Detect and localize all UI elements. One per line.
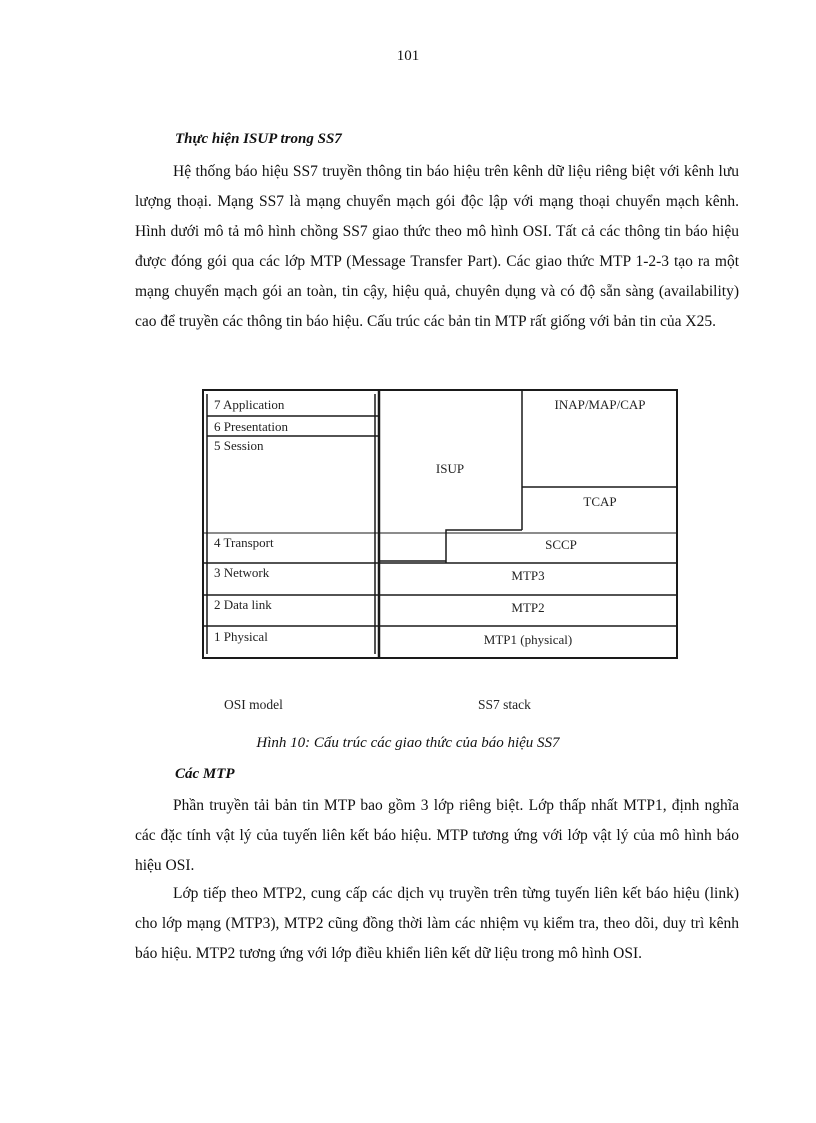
- paragraph-mtp1: Phần truyền tải bản tin MTP bao gồm 3 lớp riêng biệt. Lớp thấp nhất MTP1, định nghĩa các đặc tính vật lý của tuyến liên kết báo hiệu. MTP tương ứng với lớp vật lý của mô hình báo hiệu OSI.: [135, 797, 739, 874]
- ss7-block-mtp1: MTP1 (physical): [483, 632, 573, 647]
- ss7-block-tcap: TCAP: [583, 494, 617, 509]
- paragraph-mtp2: Lớp tiếp theo MTP2, cung cấp các dịch vụ truyền trên từng tuyến liên kết báo hiệu (link) cho lớp mạng (MTP3), MTP2 cũng đồng thời làm các nhiệm vụ kiểm tra, theo dõi, duy trì kênh báo hiệu. MTP2 tương ứng với lớp điều khiển liên kết dữ liệu trong mô hình OSI.: [135, 885, 739, 962]
- ss7-block-sccp: SCCP: [545, 537, 577, 552]
- osi-layer-transport: 4 Transport: [214, 535, 274, 550]
- osi-layer-application: 7 Application: [214, 397, 285, 412]
- osi-layer-presentation: 6 Presentation: [214, 419, 289, 434]
- osi-model-label: OSI model: [224, 697, 283, 712]
- osi-layer-physical: 1 Physical: [214, 629, 268, 644]
- osi-layer-network: 3 Network: [214, 565, 270, 580]
- ss7-block-mtp2: MTP2: [511, 600, 545, 615]
- paragraph-ss7-intro: Hệ thống báo hiệu SS7 truyền thông tin báo hiệu trên kênh dữ liệu riêng biệt với kênh lưu lượng thoại. Mạng SS7 là mạng chuyển mạch gói độc lập với mạng thoại chuyển mạch kênh. Hình dưới mô tả mô hình chồng SS7 giao thức theo mô hình OSI. Tất cả các thông tin báo hiệu được đóng gói qua các lớp MTP (Message Transfer Part). Các giao thức MTP 1-2-3 tạo ra một mạng chuyển mạch gói an toàn, tin cậy, hiệu quả, chuyên dụng và có độ sẵn sàng (availability) cao để truyền các thông tin báo hiệu. Cấu trúc các bản tin MTP rất giống với bản tin của X25.: [135, 163, 739, 330]
- osi-layer-session: 5 Session: [214, 438, 264, 453]
- ss7-block-isup: ISUP: [435, 461, 465, 476]
- section-heading-mtp: Các MTP: [175, 766, 235, 782]
- figure-caption: Hình 10: Cấu trúc các giao thức của báo hiệu SS7: [256, 735, 560, 751]
- sccp-top-step: [446, 530, 522, 563]
- ss7-block-mtp3: MTP3: [511, 568, 545, 583]
- ss7-block-inap: INAP/MAP/CAP: [554, 397, 646, 412]
- ss7-stack-label: SS7 stack: [478, 697, 531, 712]
- osi-layer-datalink: 2 Data link: [214, 597, 272, 612]
- ss7-osi-diagram: [202, 389, 678, 659]
- section-heading-isup: Thực hiện ISUP trong SS7: [175, 131, 342, 147]
- page-number: 101: [396, 48, 420, 64]
